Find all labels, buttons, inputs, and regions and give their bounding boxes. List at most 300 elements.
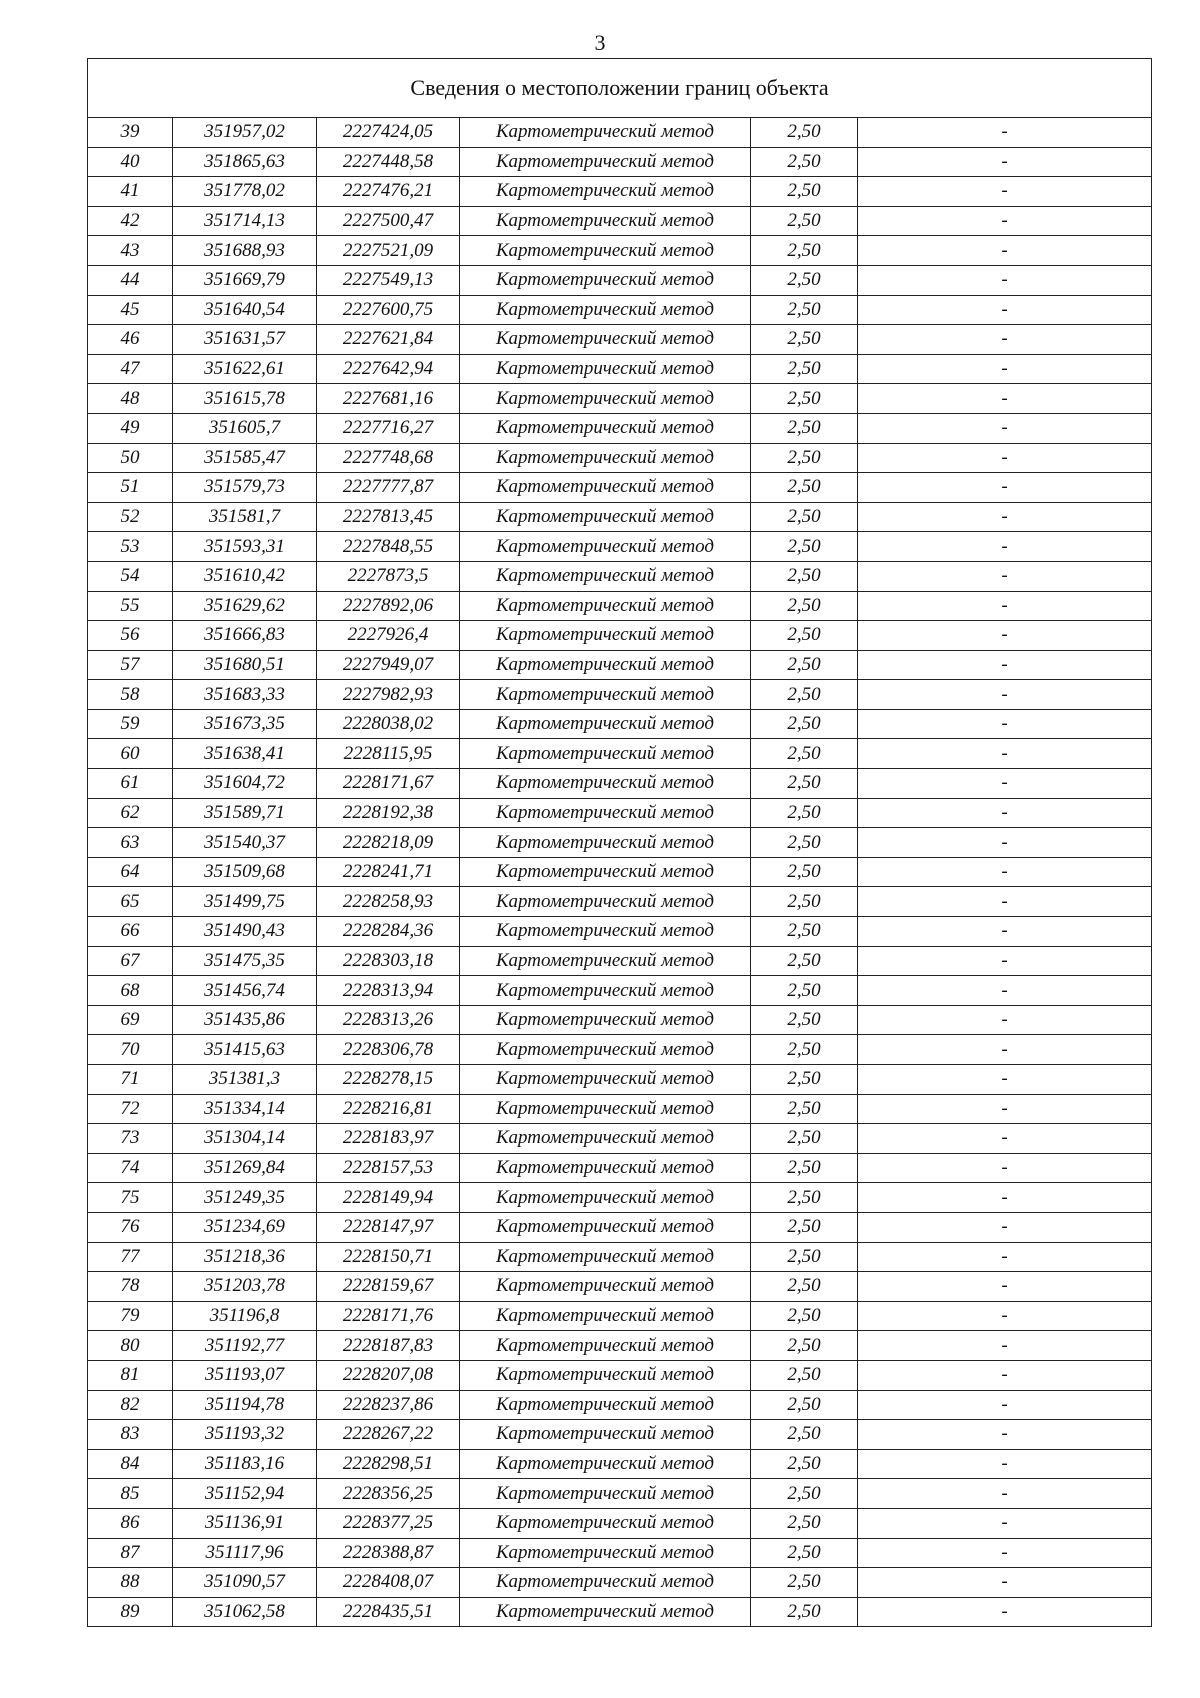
description-cell: - [858, 709, 1152, 739]
point-number-cell: 67 [88, 946, 173, 976]
y-coordinate-cell: 2228157,53 [317, 1153, 460, 1183]
x-coordinate-cell: 351593,31 [173, 532, 317, 562]
point-number-cell: 85 [88, 1479, 173, 1509]
x-coordinate-cell: 351605,7 [173, 413, 317, 443]
x-coordinate-cell: 351193,32 [173, 1420, 317, 1450]
description-cell: - [858, 561, 1152, 591]
accuracy-cell: 2,50 [751, 1390, 858, 1420]
point-number-cell: 64 [88, 857, 173, 887]
y-coordinate-cell: 2227873,5 [317, 561, 460, 591]
accuracy-cell: 2,50 [751, 650, 858, 680]
table-row [88, 473, 1152, 503]
method-cell: Картометрический метод [460, 591, 751, 621]
point-number-cell: 43 [88, 236, 173, 266]
y-coordinate-cell: 2228192,38 [317, 798, 460, 828]
table-row [88, 769, 1152, 799]
method-cell: Картометрический метод [460, 976, 751, 1006]
description-cell: - [858, 680, 1152, 710]
point-number-cell: 42 [88, 206, 173, 236]
y-coordinate-cell: 2228171,67 [317, 769, 460, 799]
x-coordinate-cell: 351615,78 [173, 384, 317, 414]
description-cell: - [858, 443, 1152, 473]
x-coordinate-cell: 351304,14 [173, 1124, 317, 1154]
table-header-row [88, 59, 1152, 118]
method-cell: Картометрический метод [460, 1390, 751, 1420]
description-cell: - [858, 1212, 1152, 1242]
point-number-cell: 53 [88, 532, 173, 562]
accuracy-cell: 2,50 [751, 976, 858, 1006]
description-cell: - [858, 473, 1152, 503]
x-coordinate-cell: 351234,69 [173, 1212, 317, 1242]
description-cell: - [858, 265, 1152, 295]
accuracy-cell: 2,50 [751, 561, 858, 591]
x-coordinate-cell: 351381,3 [173, 1065, 317, 1095]
description-cell: - [858, 1508, 1152, 1538]
table-row [88, 976, 1152, 1006]
x-coordinate-cell: 351218,36 [173, 1242, 317, 1272]
x-coordinate-cell: 351136,91 [173, 1508, 317, 1538]
point-number-cell: 46 [88, 325, 173, 355]
table-row [88, 1479, 1152, 1509]
method-cell: Картометрический метод [460, 887, 751, 917]
accuracy-cell: 2,50 [751, 621, 858, 651]
table-row [88, 917, 1152, 947]
method-cell: Картометрический метод [460, 1065, 751, 1095]
x-coordinate-cell: 351249,35 [173, 1183, 317, 1213]
method-cell: Картометрический метод [460, 1301, 751, 1331]
method-cell: Картометрический метод [460, 354, 751, 384]
table-row [88, 1508, 1152, 1538]
y-coordinate-cell: 2227926,4 [317, 621, 460, 651]
y-coordinate-cell: 2228267,22 [317, 1420, 460, 1450]
x-coordinate-cell: 351585,47 [173, 443, 317, 473]
point-number-cell: 44 [88, 265, 173, 295]
accuracy-cell: 2,50 [751, 1331, 858, 1361]
x-coordinate-cell: 351673,35 [173, 709, 317, 739]
description-cell: - [858, 621, 1152, 651]
description-cell: - [858, 1568, 1152, 1598]
table-row [88, 354, 1152, 384]
method-cell: Картометрический метод [460, 709, 751, 739]
x-coordinate-cell: 351680,51 [173, 650, 317, 680]
method-cell: Картометрический метод [460, 473, 751, 503]
x-coordinate-cell: 351957,02 [173, 118, 317, 148]
method-cell: Картометрический метод [460, 1508, 751, 1538]
point-number-cell: 77 [88, 1242, 173, 1272]
accuracy-cell: 2,50 [751, 1065, 858, 1095]
y-coordinate-cell: 2227621,84 [317, 325, 460, 355]
description-cell: - [858, 857, 1152, 887]
y-coordinate-cell: 2228207,08 [317, 1360, 460, 1390]
description-cell: - [858, 650, 1152, 680]
y-coordinate-cell: 2228115,95 [317, 739, 460, 769]
x-coordinate-cell: 351196,8 [173, 1301, 317, 1331]
x-coordinate-cell: 351683,33 [173, 680, 317, 710]
x-coordinate-cell: 351415,63 [173, 1035, 317, 1065]
accuracy-cell: 2,50 [751, 798, 858, 828]
accuracy-cell: 2,50 [751, 1094, 858, 1124]
point-number-cell: 83 [88, 1420, 173, 1450]
x-coordinate-cell: 351499,75 [173, 887, 317, 917]
point-number-cell: 58 [88, 680, 173, 710]
table-row [88, 502, 1152, 532]
table-row [88, 1420, 1152, 1450]
y-coordinate-cell: 2227813,45 [317, 502, 460, 532]
description-cell: - [858, 1035, 1152, 1065]
description-cell: - [858, 1301, 1152, 1331]
description-cell: - [858, 1538, 1152, 1568]
point-number-cell: 69 [88, 1005, 173, 1035]
x-coordinate-cell: 351638,41 [173, 739, 317, 769]
method-cell: Картометрический метод [460, 1124, 751, 1154]
accuracy-cell: 2,50 [751, 828, 858, 858]
table-row [88, 1272, 1152, 1302]
x-coordinate-cell: 351490,43 [173, 917, 317, 947]
accuracy-cell: 2,50 [751, 265, 858, 295]
y-coordinate-cell: 2227476,21 [317, 177, 460, 207]
accuracy-cell: 2,50 [751, 236, 858, 266]
method-cell: Картометрический метод [460, 295, 751, 325]
y-coordinate-cell: 2228147,97 [317, 1212, 460, 1242]
accuracy-cell: 2,50 [751, 1360, 858, 1390]
y-coordinate-cell: 2228237,86 [317, 1390, 460, 1420]
method-cell: Картометрический метод [460, 1331, 751, 1361]
point-number-cell: 68 [88, 976, 173, 1006]
method-cell: Картометрический метод [460, 1360, 751, 1390]
y-coordinate-cell: 2227600,75 [317, 295, 460, 325]
description-cell: - [858, 828, 1152, 858]
x-coordinate-cell: 351589,71 [173, 798, 317, 828]
description-cell: - [858, 798, 1152, 828]
y-coordinate-cell: 2227681,16 [317, 384, 460, 414]
accuracy-cell: 2,50 [751, 532, 858, 562]
accuracy-cell: 2,50 [751, 443, 858, 473]
description-cell: - [858, 1360, 1152, 1390]
x-coordinate-cell: 351610,42 [173, 561, 317, 591]
y-coordinate-cell: 2228038,02 [317, 709, 460, 739]
description-cell: - [858, 206, 1152, 236]
x-coordinate-cell: 351192,77 [173, 1331, 317, 1361]
method-cell: Картометрический метод [460, 650, 751, 680]
accuracy-cell: 2,50 [751, 1183, 858, 1213]
method-cell: Картометрический метод [460, 147, 751, 177]
table-row [88, 798, 1152, 828]
method-cell: Картометрический метод [460, 857, 751, 887]
x-coordinate-cell: 351579,73 [173, 473, 317, 503]
point-number-cell: 81 [88, 1360, 173, 1390]
table-row [88, 621, 1152, 651]
table-row [88, 413, 1152, 443]
description-cell: - [858, 1479, 1152, 1509]
accuracy-cell: 2,50 [751, 591, 858, 621]
method-cell: Картометрический метод [460, 118, 751, 148]
table-row [88, 1301, 1152, 1331]
method-cell: Картометрический метод [460, 1212, 751, 1242]
description-cell: - [858, 1242, 1152, 1272]
x-coordinate-cell: 351688,93 [173, 236, 317, 266]
point-number-cell: 82 [88, 1390, 173, 1420]
x-coordinate-cell: 351509,68 [173, 857, 317, 887]
description-cell: - [858, 946, 1152, 976]
accuracy-cell: 2,50 [751, 1449, 858, 1479]
table-row [88, 1390, 1152, 1420]
accuracy-cell: 2,50 [751, 857, 858, 887]
y-coordinate-cell: 2228149,94 [317, 1183, 460, 1213]
accuracy-cell: 2,50 [751, 147, 858, 177]
y-coordinate-cell: 2228306,78 [317, 1035, 460, 1065]
y-coordinate-cell: 2227716,27 [317, 413, 460, 443]
point-number-cell: 70 [88, 1035, 173, 1065]
accuracy-cell: 2,50 [751, 917, 858, 947]
table-row [88, 1597, 1152, 1627]
method-cell: Картометрический метод [460, 769, 751, 799]
y-coordinate-cell: 2228183,97 [317, 1124, 460, 1154]
y-coordinate-cell: 2227448,58 [317, 147, 460, 177]
description-cell: - [858, 1183, 1152, 1213]
method-cell: Картометрический метод [460, 1035, 751, 1065]
accuracy-cell: 2,50 [751, 1153, 858, 1183]
description-cell: - [858, 1124, 1152, 1154]
table-row [88, 118, 1152, 148]
point-number-cell: 65 [88, 887, 173, 917]
x-coordinate-cell: 351604,72 [173, 769, 317, 799]
table-row [88, 1449, 1152, 1479]
accuracy-cell: 2,50 [751, 1479, 858, 1509]
table-row [88, 1242, 1152, 1272]
description-cell: - [858, 177, 1152, 207]
description-cell: - [858, 887, 1152, 917]
table-row [88, 147, 1152, 177]
boundary-coordinates-table [87, 58, 1152, 1627]
accuracy-cell: 2,50 [751, 709, 858, 739]
method-cell: Картометрический метод [460, 561, 751, 591]
y-coordinate-cell: 2228218,09 [317, 828, 460, 858]
table-row [88, 680, 1152, 710]
method-cell: Картометрический метод [460, 443, 751, 473]
x-coordinate-cell: 351117,96 [173, 1538, 317, 1568]
table-row [88, 295, 1152, 325]
accuracy-cell: 2,50 [751, 1508, 858, 1538]
table-row [88, 1035, 1152, 1065]
description-cell: - [858, 1420, 1152, 1450]
method-cell: Картометрический метод [460, 325, 751, 355]
description-cell: - [858, 1005, 1152, 1035]
accuracy-cell: 2,50 [751, 384, 858, 414]
x-coordinate-cell: 351062,58 [173, 1597, 317, 1627]
accuracy-cell: 2,50 [751, 413, 858, 443]
point-number-cell: 55 [88, 591, 173, 621]
x-coordinate-cell: 351669,79 [173, 265, 317, 295]
table-row [88, 325, 1152, 355]
method-cell: Картометрический метод [460, 265, 751, 295]
y-coordinate-cell: 2227748,68 [317, 443, 460, 473]
y-coordinate-cell: 2228284,36 [317, 917, 460, 947]
point-number-cell: 62 [88, 798, 173, 828]
description-cell: - [858, 1331, 1152, 1361]
y-coordinate-cell: 2228303,18 [317, 946, 460, 976]
point-number-cell: 61 [88, 769, 173, 799]
x-coordinate-cell: 351090,57 [173, 1568, 317, 1598]
method-cell: Картометрический метод [460, 413, 751, 443]
description-cell: - [858, 118, 1152, 148]
description-cell: - [858, 502, 1152, 532]
description-cell: - [858, 295, 1152, 325]
accuracy-cell: 2,50 [751, 118, 858, 148]
method-cell: Картометрический метод [460, 1272, 751, 1302]
method-cell: Картометрический метод [460, 384, 751, 414]
accuracy-cell: 2,50 [751, 473, 858, 503]
table-row [88, 1538, 1152, 1568]
point-number-cell: 66 [88, 917, 173, 947]
point-number-cell: 39 [88, 118, 173, 148]
y-coordinate-cell: 2228388,87 [317, 1538, 460, 1568]
table-body [88, 118, 1152, 1627]
table-row [88, 946, 1152, 976]
table-row [88, 177, 1152, 207]
point-number-cell: 47 [88, 354, 173, 384]
point-number-cell: 87 [88, 1538, 173, 1568]
y-coordinate-cell: 2227777,87 [317, 473, 460, 503]
y-coordinate-cell: 2228408,07 [317, 1568, 460, 1598]
y-coordinate-cell: 2227848,55 [317, 532, 460, 562]
method-cell: Картометрический метод [460, 1449, 751, 1479]
point-number-cell: 63 [88, 828, 173, 858]
x-coordinate-cell: 351666,83 [173, 621, 317, 651]
description-cell: - [858, 1390, 1152, 1420]
method-cell: Картометрический метод [460, 502, 751, 532]
table-row [88, 1094, 1152, 1124]
accuracy-cell: 2,50 [751, 1272, 858, 1302]
method-cell: Картометрический метод [460, 1183, 751, 1213]
accuracy-cell: 2,50 [751, 1538, 858, 1568]
method-cell: Картометрический метод [460, 1597, 751, 1627]
accuracy-cell: 2,50 [751, 1568, 858, 1598]
y-coordinate-cell: 2227521,09 [317, 236, 460, 266]
y-coordinate-cell: 2227892,06 [317, 591, 460, 621]
table-row [88, 206, 1152, 236]
accuracy-cell: 2,50 [751, 769, 858, 799]
method-cell: Картометрический метод [460, 236, 751, 266]
description-cell: - [858, 532, 1152, 562]
description-cell: - [858, 769, 1152, 799]
accuracy-cell: 2,50 [751, 1005, 858, 1035]
accuracy-cell: 2,50 [751, 887, 858, 917]
y-coordinate-cell: 2227549,13 [317, 265, 460, 295]
accuracy-cell: 2,50 [751, 946, 858, 976]
accuracy-cell: 2,50 [751, 1597, 858, 1627]
table-row [88, 709, 1152, 739]
accuracy-cell: 2,50 [751, 1420, 858, 1450]
x-coordinate-cell: 351629,62 [173, 591, 317, 621]
point-number-cell: 74 [88, 1153, 173, 1183]
x-coordinate-cell: 351581,7 [173, 502, 317, 532]
x-coordinate-cell: 351456,74 [173, 976, 317, 1006]
point-number-cell: 75 [88, 1183, 173, 1213]
point-number-cell: 80 [88, 1331, 173, 1361]
method-cell: Картометрический метод [460, 946, 751, 976]
method-cell: Картометрический метод [460, 1538, 751, 1568]
method-cell: Картометрический метод [460, 1094, 751, 1124]
table-row [88, 561, 1152, 591]
y-coordinate-cell: 2228187,83 [317, 1331, 460, 1361]
description-cell: - [858, 354, 1152, 384]
point-number-cell: 51 [88, 473, 173, 503]
point-number-cell: 78 [88, 1272, 173, 1302]
x-coordinate-cell: 351714,13 [173, 206, 317, 236]
table-title: Сведения о местоположении границ объекта [88, 59, 1152, 118]
x-coordinate-cell: 351183,16 [173, 1449, 317, 1479]
point-number-cell: 71 [88, 1065, 173, 1095]
y-coordinate-cell: 2227500,47 [317, 206, 460, 236]
point-number-cell: 56 [88, 621, 173, 651]
accuracy-cell: 2,50 [751, 502, 858, 532]
accuracy-cell: 2,50 [751, 1035, 858, 1065]
method-cell: Картометрический метод [460, 739, 751, 769]
method-cell: Картометрический метод [460, 1242, 751, 1272]
y-coordinate-cell: 2227949,07 [317, 650, 460, 680]
x-coordinate-cell: 351334,14 [173, 1094, 317, 1124]
point-number-cell: 40 [88, 147, 173, 177]
method-cell: Картометрический метод [460, 1153, 751, 1183]
y-coordinate-cell: 2228435,51 [317, 1597, 460, 1627]
description-cell: - [858, 384, 1152, 414]
y-coordinate-cell: 2228258,93 [317, 887, 460, 917]
accuracy-cell: 2,50 [751, 1124, 858, 1154]
y-coordinate-cell: 2228377,25 [317, 1508, 460, 1538]
method-cell: Картометрический метод [460, 1005, 751, 1035]
y-coordinate-cell: 2228159,67 [317, 1272, 460, 1302]
point-number-cell: 88 [88, 1568, 173, 1598]
description-cell: - [858, 1272, 1152, 1302]
accuracy-cell: 2,50 [751, 739, 858, 769]
accuracy-cell: 2,50 [751, 354, 858, 384]
y-coordinate-cell: 2227424,05 [317, 118, 460, 148]
point-number-cell: 79 [88, 1301, 173, 1331]
x-coordinate-cell: 351194,78 [173, 1390, 317, 1420]
y-coordinate-cell: 2228313,26 [317, 1005, 460, 1035]
accuracy-cell: 2,50 [751, 680, 858, 710]
table-row [88, 1331, 1152, 1361]
table-row [88, 887, 1152, 917]
y-coordinate-cell: 2228356,25 [317, 1479, 460, 1509]
method-cell: Картометрический метод [460, 680, 751, 710]
method-cell: Картометрический метод [460, 1479, 751, 1509]
description-cell: - [858, 325, 1152, 355]
point-number-cell: 57 [88, 650, 173, 680]
table-row [88, 236, 1152, 266]
x-coordinate-cell: 351640,54 [173, 295, 317, 325]
x-coordinate-cell: 351203,78 [173, 1272, 317, 1302]
table-row [88, 1360, 1152, 1390]
description-cell: - [858, 1065, 1152, 1095]
point-number-cell: 48 [88, 384, 173, 414]
table-row [88, 1212, 1152, 1242]
accuracy-cell: 2,50 [751, 325, 858, 355]
y-coordinate-cell: 2228241,71 [317, 857, 460, 887]
method-cell: Картометрический метод [460, 177, 751, 207]
point-number-cell: 49 [88, 413, 173, 443]
point-number-cell: 59 [88, 709, 173, 739]
point-number-cell: 52 [88, 502, 173, 532]
method-cell: Картометрический метод [460, 532, 751, 562]
table-row [88, 591, 1152, 621]
accuracy-cell: 2,50 [751, 177, 858, 207]
description-cell: - [858, 147, 1152, 177]
point-number-cell: 72 [88, 1094, 173, 1124]
description-cell: - [858, 1597, 1152, 1627]
y-coordinate-cell: 2228278,15 [317, 1065, 460, 1095]
method-cell: Картометрический метод [460, 917, 751, 947]
